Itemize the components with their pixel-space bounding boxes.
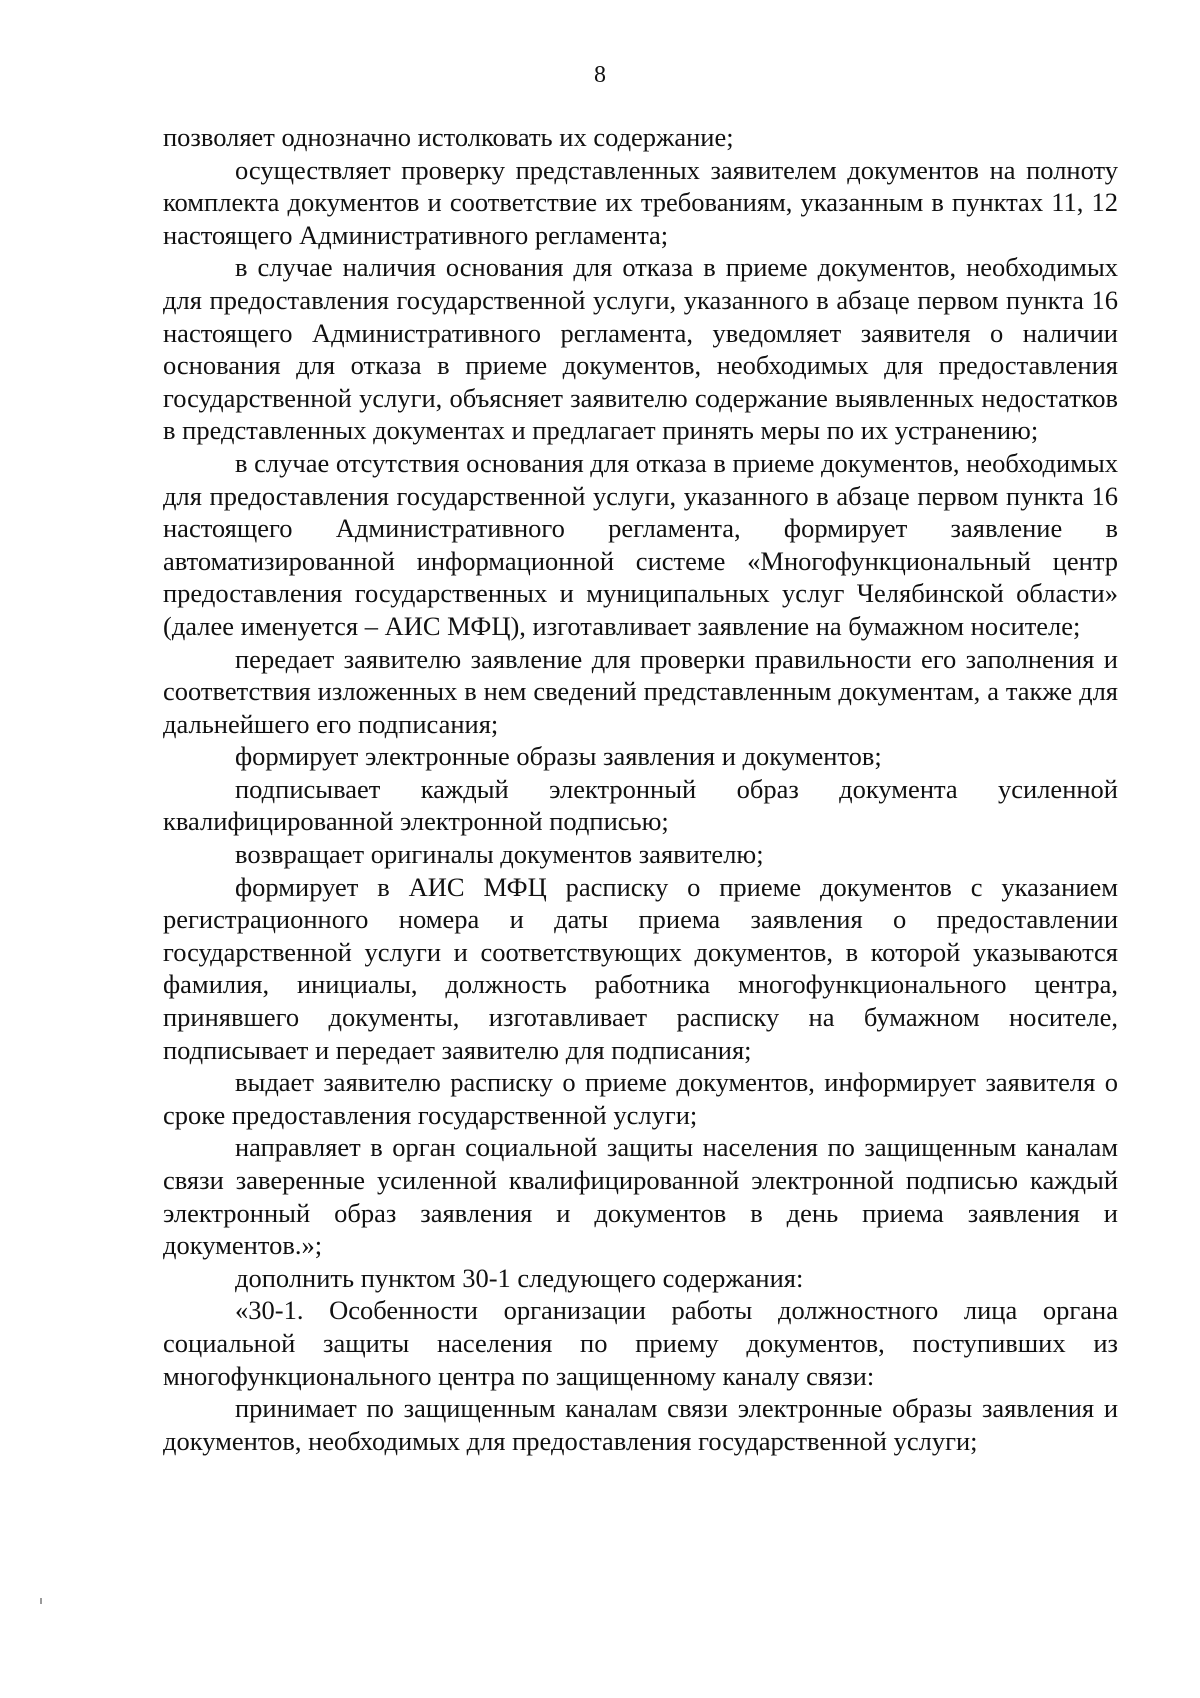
paragraph-continuation: позволяет однозначно истолковать их содержание; <box>163 122 734 152</box>
paragraph: принимает по защищенным каналам связи электронные образы заявления и документов, необходимых для предоставления государственной услуги; <box>163 1393 1118 1456</box>
paragraph: формирует в АИС МФЦ расписку о приеме документов с указанием регистрационного номера и даты приема заявления о предоставлении государственной услуги и соответствующих документов, в которой указываются фамилия, инициалы, должность работника многофункционального центра, принявшего документы, изготавливает расписку на бумажном носителе, подписывает и передает заявителю для подписания; <box>163 871 1118 1065</box>
paragraph: в случае отсутствия основания для отказа в приеме документов, необходимых для предоставления государственной услуги, указанного в абзаце первом пункта 16 настоящего Административного регламента, формирует заявление в автоматизированной информационной системе «Многофункциональный центр предоставления государственных и муниципальных услуг Челябинской области» (далее именуется – АИС МФЦ), изготавливает заявление на бумажном носителе; <box>163 447 1119 641</box>
paragraph: подписывает каждый электронный образ документа усиленной квалифицированной электронной подписью; <box>163 773 1118 837</box>
paragraph: в случае наличия основания для отказа в приеме документов, необходимых для предоставления государственной услуги, указанного в абзаце первом пункта 16 настоящего Административного регламента, уведомляет заявителя о наличии основания для отказа в приеме документов, необходимых для предоставления государственной услуги, объясняет заявителю содержание выявленных недостатков в представленных документах и предлагает принять меры по их устранению; <box>163 252 1118 446</box>
paragraph: «30-1. Особенности организации работы должностного лица органа социальной защиты населения по приему документов, поступивших из многофункционального центра по защищенному каналу связи: <box>163 1295 1118 1391</box>
paragraph: возвращает оригиналы документов заявителю; <box>235 839 764 870</box>
paragraph: выдает заявителю расписку о приеме документов, информирует заявителя о сроке предоставления государственной услуги; <box>163 1067 1118 1130</box>
paragraph: передает заявителю заявление для проверки правильности его заполнения и соответствия изложенных в нем сведений представленным документам, а также для дальнейшего его подписания; <box>163 643 1118 739</box>
page-number: 8 <box>594 62 606 88</box>
paragraph: направляет в орган социальной защиты населения по защищенным каналам связи заверенные усиленной квалифицированной электронной подписью каждый электронный образ заявления и документов в день приема заявления и документов.»; <box>163 1132 1118 1261</box>
paragraph: осуществляет проверку представленных заявителем документов на полноту комплекта документов и соответствие их требованиям, указанным в пунктах 11, 12 настоящего Административного регламента; <box>163 154 1118 250</box>
scan-speck <box>40 1598 42 1604</box>
paragraph: формирует электронные образы заявления и документов; <box>235 741 882 772</box>
paragraph: дополнить пунктом 30-1 следующего содержания: <box>235 1262 804 1293</box>
document-body <box>163 121 1118 1457</box>
